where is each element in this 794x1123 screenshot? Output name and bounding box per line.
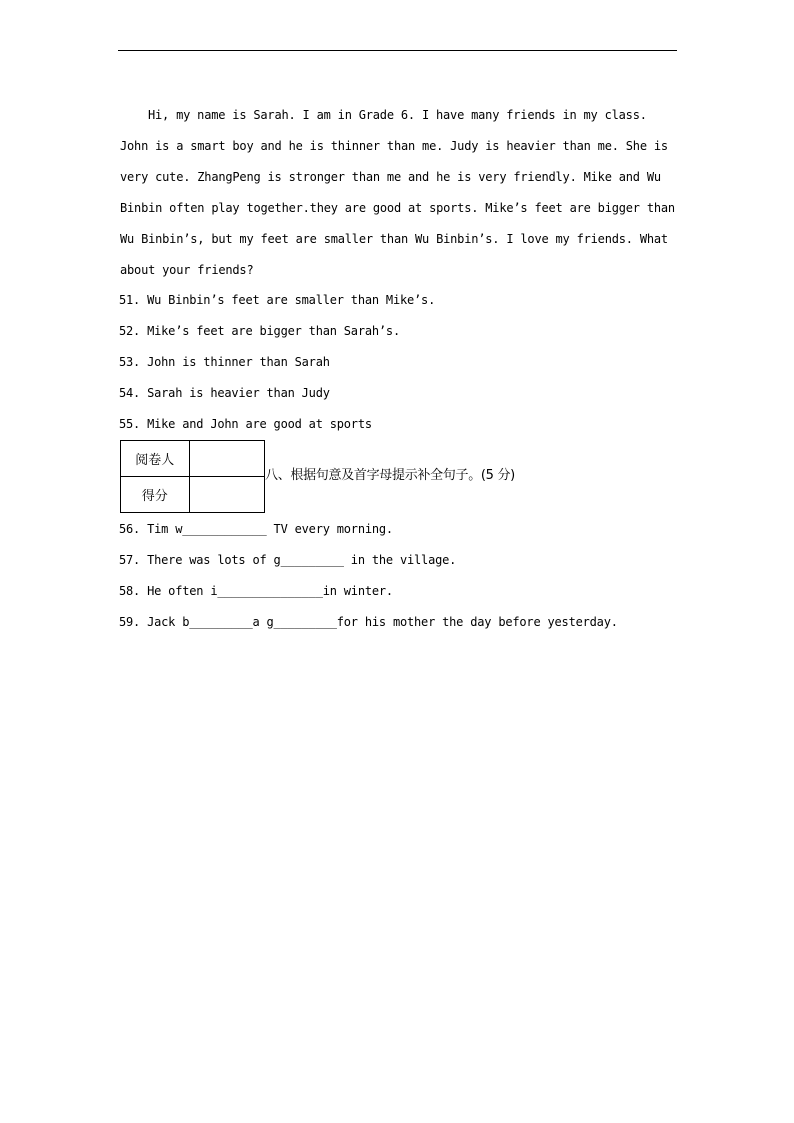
passage-line: Hi, my name is Sarah. I am in Grade 6. I have many friends in my class. — [148, 108, 647, 122]
question-58: 58. He often i_______________in winter. — [119, 584, 393, 598]
true-false-questions — [119, 285, 435, 440]
passage-line: about your friends? — [120, 263, 254, 277]
reviewer-label: 阅卷人 — [121, 441, 190, 477]
score-table-row — [121, 441, 265, 477]
score-cell[interactable] — [189, 477, 264, 513]
question-59: 59. Jack b_________a g_________for his mother the day before yesterday. — [119, 615, 618, 629]
reading-passage — [120, 100, 682, 286]
passage-line: very cute. ZhangPeng is stronger than me and he is very friendly. Mike and Wu — [120, 170, 661, 184]
reviewer-cell[interactable] — [189, 441, 264, 477]
question-52: 52. Mike’s feet are bigger than Sarah’s. — [119, 324, 400, 338]
question-53: 53. John is thinner than Sarah — [119, 355, 330, 369]
header-rule — [118, 50, 677, 51]
passage-line: Binbin often play together.they are good at sports. Mike’s feet are bigger than — [120, 201, 675, 215]
score-table — [120, 440, 265, 513]
passage-line: Wu Binbin’s, but my feet are smaller than Wu Binbin’s. I love my friends. What — [120, 232, 668, 246]
question-54: 54. Sarah is heavier than Judy — [119, 386, 330, 400]
score-label: 得分 — [121, 477, 190, 513]
question-57: 57. There was lots of g_________ in the village. — [119, 553, 457, 567]
passage-line: John is a smart boy and he is thinner than me. Judy is heavier than me. She is — [120, 139, 668, 153]
score-table-row — [121, 477, 265, 513]
question-55: 55. Mike and John are good at sports — [119, 417, 372, 431]
section-title: 八、根据句意及首字母提示补全句子。(5 分) — [265, 468, 515, 483]
question-56: 56. Tim w____________ TV every morning. — [119, 522, 393, 536]
question-51: 51. Wu Binbin’s feet are smaller than Mike’s. — [119, 293, 436, 307]
fill-in-questions — [119, 514, 618, 638]
